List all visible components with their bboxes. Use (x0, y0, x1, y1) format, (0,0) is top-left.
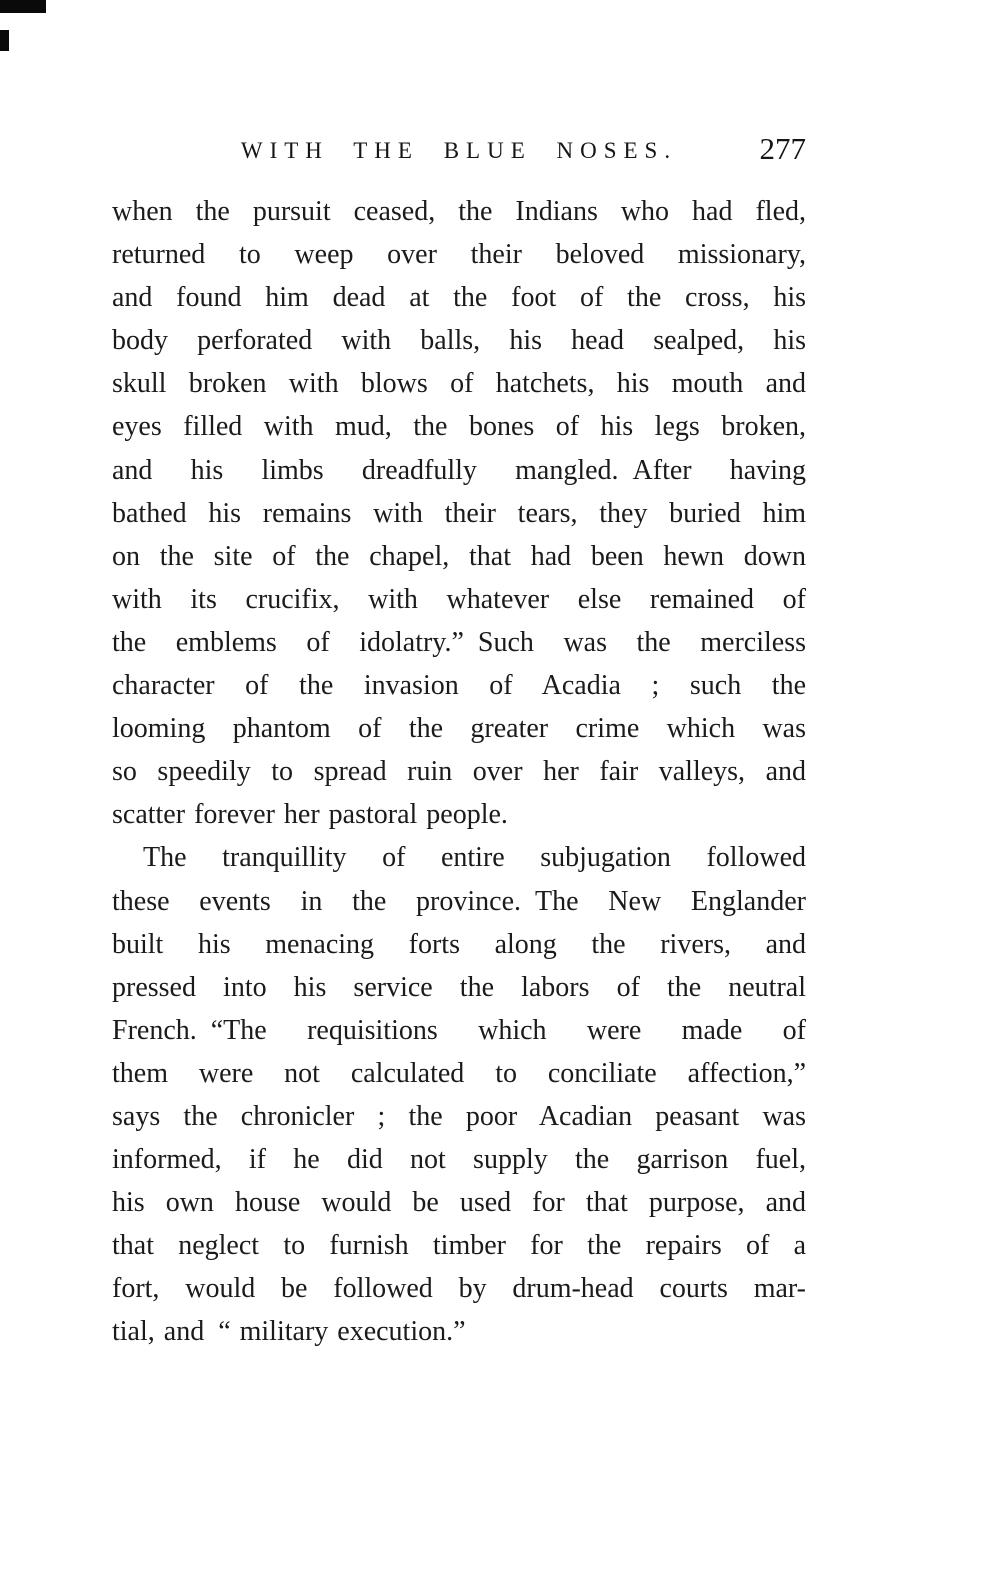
text-line: looming phantom of the greater crime which was (112, 713, 806, 745)
text-line: when the pursuit ceased, the Indians who had fled, (112, 196, 806, 227)
text-line: these events in the province. The New Englander (112, 885, 806, 917)
text-line: fort, would be followed by drum-head courts mar- (112, 1273, 806, 1305)
text-line: built his menacing forts along the rivers, and (112, 928, 806, 960)
text-line: his own house would be used for that purpose, and (112, 1187, 806, 1219)
scan-artifact (0, 30, 9, 51)
text-line: bathed his remains with their tears, they buried him (112, 497, 806, 529)
running-head-title: WITH THE BLUE NOSES. (240, 138, 678, 163)
text-line: eyes filled with mud, the bones of his legs broken, (112, 411, 806, 443)
text-line: pressed into his service the labors of the neutral (112, 971, 806, 1003)
text-line: scatter forever her pastoral people. (112, 799, 508, 831)
page-body (112, 190, 806, 1354)
text-line: with its crucifix, with whatever else remained of (112, 583, 806, 615)
text-line: informed, if he did not supply the garrison fuel, (112, 1144, 806, 1176)
text-line: character of the invasion of Acadia ; such the (112, 670, 806, 702)
text-line: the emblems of idolatry.” Such was the merciless (112, 626, 806, 658)
text-line: and his limbs dreadfully mangled. After having (112, 454, 806, 486)
paragraph (112, 836, 806, 1353)
text-line: body perforated with balls, his head sealped, his (112, 325, 806, 357)
text-line: that neglect to furnish timber for the repairs of a (112, 1230, 806, 1262)
text-line: French. “The requisitions which were made of (112, 1014, 806, 1046)
text-line: and found him dead at the foot of the cross, his (112, 282, 806, 314)
paragraph (112, 190, 806, 836)
text-line: them were not calculated to conciliate affection,” (112, 1057, 806, 1089)
text-line: says the chronicler ; the poor Acadian peasant was (112, 1100, 806, 1132)
text-line: so speedily to spread ruin over her fair valleys, and (112, 756, 806, 788)
running-header (112, 131, 806, 170)
text-line: The tranquillity of entire subjugation followed (143, 842, 806, 874)
text-line: tial, and “ military execution.” (112, 1316, 466, 1348)
page-number: 277 (759, 131, 806, 166)
scan-artifact (0, 0, 46, 13)
text-line: returned to weep over their beloved missionary, (112, 239, 806, 271)
text-line: on the site of the chapel, that had been hewn down (112, 540, 806, 572)
text-line: skull broken with blows of hatchets, his mouth and (112, 368, 806, 400)
